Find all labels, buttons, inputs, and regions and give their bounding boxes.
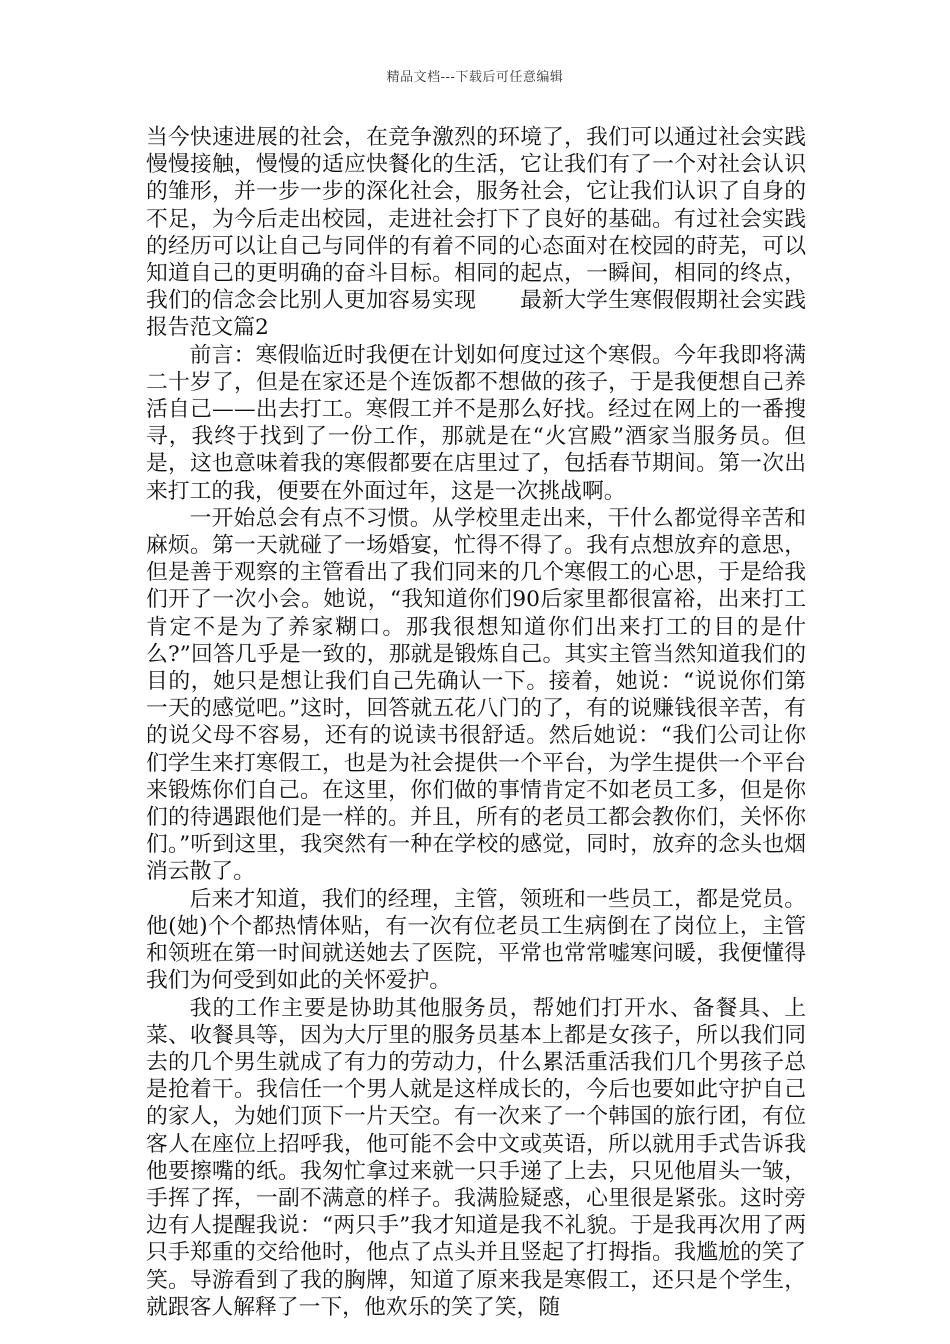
- paragraph-5: 我的工作主要是协助其他服务员，帮她们打开水、备餐具、上菜、收餐具等，因为大厅里的服务员基本上都是女孩子，所以我们同去的几个男生就成了有力的劳动力，什么累活重活我们几个男孩子总是抢着干。我信任一个男人就是这样成长的，今后也要如此守护自己的家人，为她们顶下一片天空。有一次来了一个韩国的旅行团，有位客人在座位上招呼我，他可能不会中文或英语，所以就用手式告诉我他要擦嘴的纸。我匆忙拿过来就一只手递了上去，只见他眉头一皱，手挥了挥，一副不满意的样子。我满脸疑惑，心里很是紧张。这时旁边有人提醒我说：“两只手”我才知道是我不礼貌。于是我再次用了两只手郑重的交给他时，他点了点头并且竖起了打拇指。我尴尬的笑了笑。导游看到了我的胸牌，知道了原来我是寒假工，还只是个学生，就跟客人解释了一下，他欢乐的笑了笑，随: [146, 995, 806, 1320]
- paragraph-3: 一开始总会有点不习惯。从学校里走出来，干什么都觉得辛苦和麻烦。第一天就碰了一场婚宴，忙得不得了。我有点想放弃的意思，但是善于观察的主管看出了我们同来的几个寒假工的心思，于是给我们开了一次小会。她说，“我知道你们90后家里都很富裕，出来打工肯定不是为了养家糊口。那我很想知道你们出来打工的目的是什么?”回答几乎是一致的，那就是锻炼自己。其实主管当然知道我们的目的，她只是想让我们自己先确认一下。接着，她说：“说说你们第一天的感觉吧。”这时，回答就五花八门的了，有的说赚钱很辛苦，有的说父母不容易，还有的说读书很舒适。然后她说：“我们公司让你们学生来打寒假工，也是为社会提供一个平台，为学生提供一个平台来锻炼你们自己。在这里，你们做的事情肯定不如老员工多，但是你们的待遇跟他们是一样的。并且，所有的老员工都会教你们，关怀你们。”听到这里，我突然有一种在学校的感觉，同时，放弃的念头也烟消云散了。: [146, 505, 806, 885]
- document-body: [146, 124, 806, 1321]
- paragraph-1: 当今快速进展的社会，在竞争激烈的环境了，我们可以通过社会实践慢慢接触，慢慢的适应快餐化的生活，它让我们有了一个对社会认识的雏形，并一步一步的深化社会，服务社会，它让我们认识了自身的不足，为今后走出校园，走进社会打下了良好的基础。有过社会实践的经历可以让自己与同伴的有着不同的心态面对在校园的莳芜，可以知道自己的更明确的奋斗目标。相同的起点，一瞬间，相同的终点，我们的信念会比别人更加容易实现 最新大学生寒假假期社会实践报告范文篇2: [146, 125, 806, 341]
- paragraph-4: 后来才知道，我们的经理，主管，领班和一些员工，都是党员。他(她)个个都热情体贴，有一次有位老员工生病倒在了岗位上，主管和领班在第一时间就送她去了医院，平常也常常嘘寒问暖，我便懂得我们为何受到如此的关怀爱护。: [146, 886, 806, 994]
- paragraph-2: 前言：寒假临近时我便在计划如何度过这个寒假。今年我即将满二十岁了，但是在家还是个连饭都不想做的孩子，于是我便想自己养活自己——出去打工。寒假工并不是那么好找。经过在网上的一番搜寻，我终于找到了一份工作，那就是在“火宫殿”酒家当服务员。但是，这也意味着我的寒假都要在店里过了，包括春节期间。第一次出来打工的我，便要在外面过年，这是一次挑战啊。: [146, 342, 806, 504]
- page-header: 精品文档---下载后可任意编辑: [386, 70, 564, 85]
